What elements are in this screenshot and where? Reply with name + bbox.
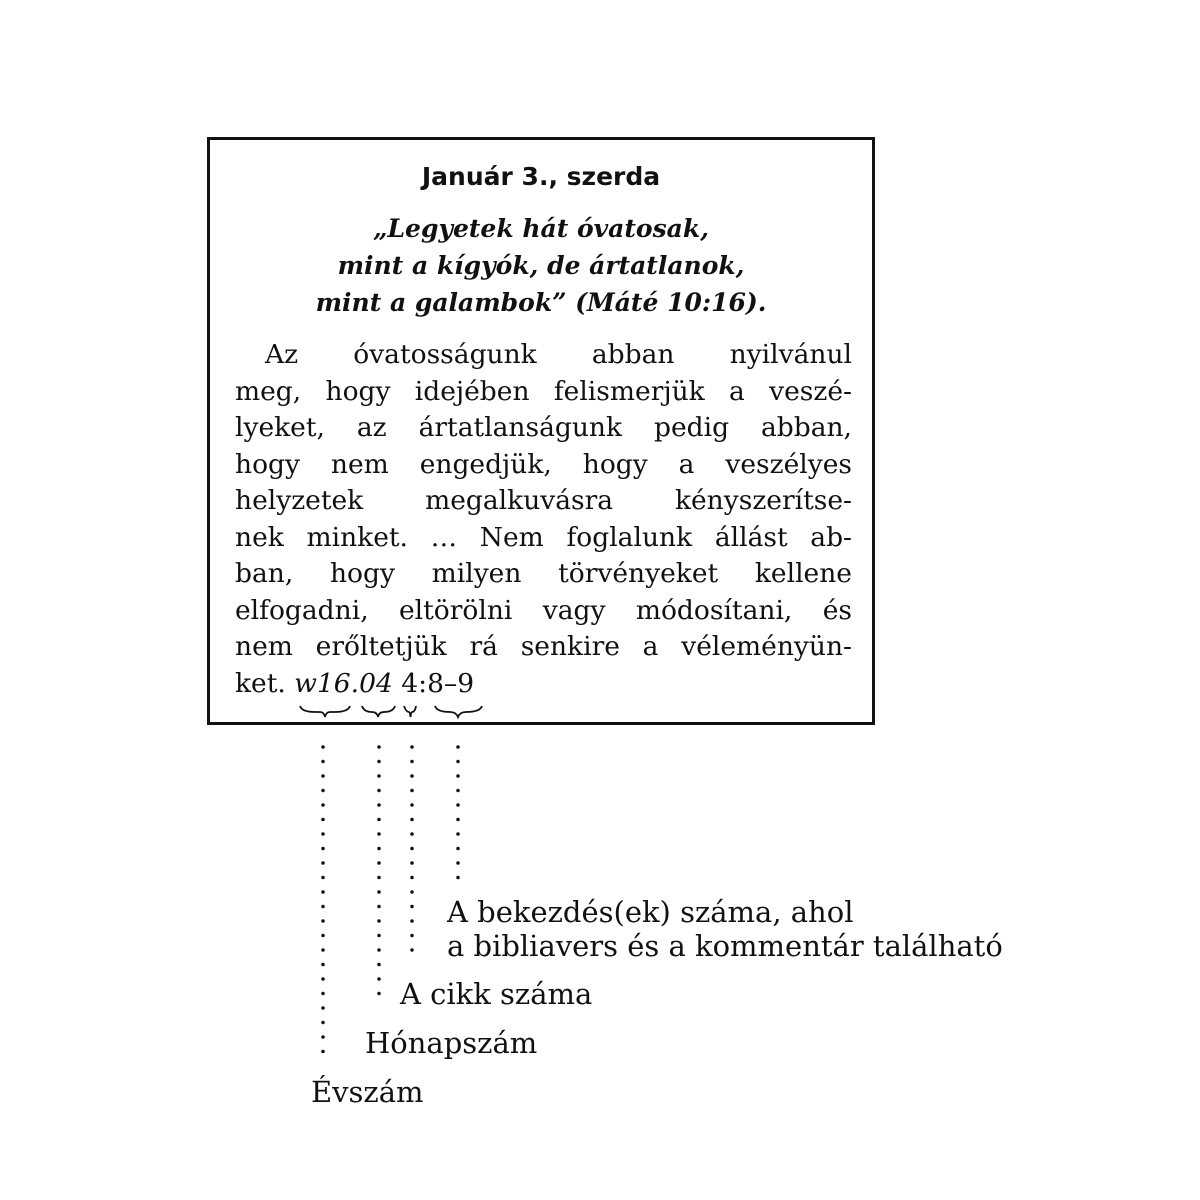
line-prefix: ket. [235, 667, 286, 699]
body-line: nek minket. … Nem foglalunk állást ab- [235, 521, 852, 553]
brace-month [362, 706, 395, 717]
label-paragraphs-line2: a bibliavers és a kommentár található [447, 929, 1003, 963]
brace-article [404, 706, 416, 717]
date-heading: Január 3., szerda [421, 162, 661, 191]
quote-line: mint a galambok” (Máté 10:16). [315, 288, 767, 317]
article-number: 4 [401, 667, 419, 699]
body-line: ban, hogy milyen törvényeket kellene [235, 558, 852, 589]
paragraph-numbers: 8–9 [427, 667, 475, 699]
body-line: meg, hogy idejében felismerjük a veszé- [235, 375, 852, 407]
body-line: elfogadni, eltörölni vagy módosítani, és [235, 594, 852, 626]
separator: . [350, 667, 360, 699]
label-year: Évszám [311, 1075, 424, 1109]
body-line: hogy nem engedjük, hogy a veszélyes [235, 448, 852, 480]
body-line: lyeket, az ártatlanságunk pedig abban, [235, 412, 852, 443]
body-line: Az óvatosságunk abban nyilvánul [265, 339, 852, 370]
brace-year [300, 706, 350, 717]
body-line: helyzetek megalkuvásra kényszerítse- [235, 485, 852, 516]
quote-line: „Legyetek hát óvatosak, [373, 214, 709, 243]
colon: : [418, 667, 428, 699]
label-month: Hónapszám [365, 1026, 538, 1060]
publication-year-code: w16 [294, 667, 351, 699]
label-article: A cikk száma [400, 977, 593, 1011]
label-paragraphs-line1: A bekezdés(ek) száma, ahol [447, 895, 854, 929]
month-code: 04 [359, 667, 393, 699]
quote-line: mint a kígyók, de ártatlanok, [337, 251, 745, 280]
brace-paragraphs [435, 706, 482, 717]
body-line: nem erőltetjük rá senkire a véleményün- [235, 631, 852, 662]
